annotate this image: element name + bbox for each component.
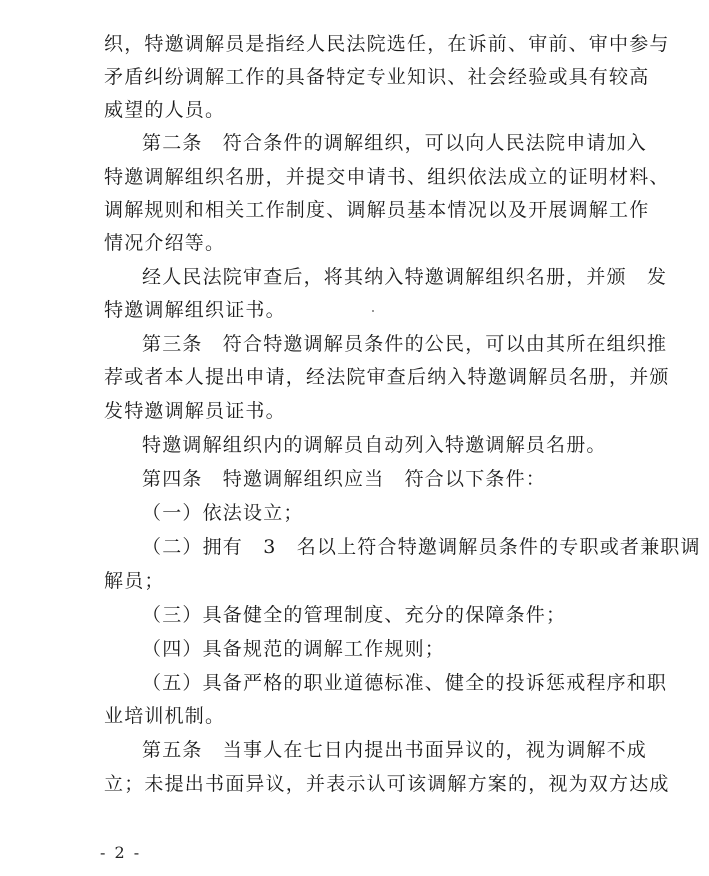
text-line: 业培训机制。 — [104, 705, 226, 727]
text-line: 情况介绍等。 — [104, 232, 226, 254]
text-line: 解员； — [104, 570, 165, 592]
text-line: 第三条 符合特邀调解员条件的公民，可以由其所在组织推 — [142, 333, 668, 355]
page-number: - 2 - — [100, 843, 142, 862]
text-line: （一）依法设立； — [142, 502, 304, 524]
text-line: 第四条 特邀调解组织应当 符合以下条件： — [142, 468, 547, 490]
text-line: 威望的人员。 — [104, 99, 226, 121]
scan-speck — [372, 310, 374, 312]
text-line: 特邀调解组织证书。 — [104, 299, 286, 321]
text-line: 矛盾纠纷调解工作的具备特定专业知识、社会经验或具有较高 — [104, 66, 650, 88]
text-line: 第二条 符合条件的调解组织，可以向人民法院申请加入 — [142, 132, 648, 154]
text-line: （五）具备严格的职业道德标准、健全的投诉惩戒程序和职 — [142, 672, 668, 694]
text-line: （三）具备健全的管理制度、充分的保障条件； — [142, 604, 567, 626]
text-line: 发特邀调解员证书。 — [104, 400, 286, 422]
text-line: 特邀调解组织名册，并提交申请书、组织依法成立的证明材料、 — [104, 166, 670, 188]
text-line: （二）拥有 3 名以上符合特邀调解员条件的专职或者兼职调 — [142, 536, 701, 558]
text-line: 立；未提出书面异议，并表示认可该调解方案的，视为双方达成 — [104, 773, 670, 795]
text-line: 荐或者本人提出申请，经法院审查后纳入特邀调解员名册，并颁 — [104, 366, 670, 388]
text-line: 经人民法院审查后，将其纳入特邀调解组织名册，并颁 发 — [142, 266, 668, 288]
text-line: 织，特邀调解员是指经人民法院选任，在诉前、审前、审中参与 — [104, 33, 670, 55]
text-line: 第五条 当事人在七日内提出书面异议的，视为调解不成 — [142, 739, 648, 761]
text-line: 特邀调解组织内的调解员自动列入特邀调解员名册。 — [142, 434, 607, 456]
text-line: （四）具备规范的调解工作规则； — [142, 638, 446, 660]
text-line: 调解规则和相关工作制度、调解员基本情况以及开展调解工作 — [104, 199, 650, 221]
